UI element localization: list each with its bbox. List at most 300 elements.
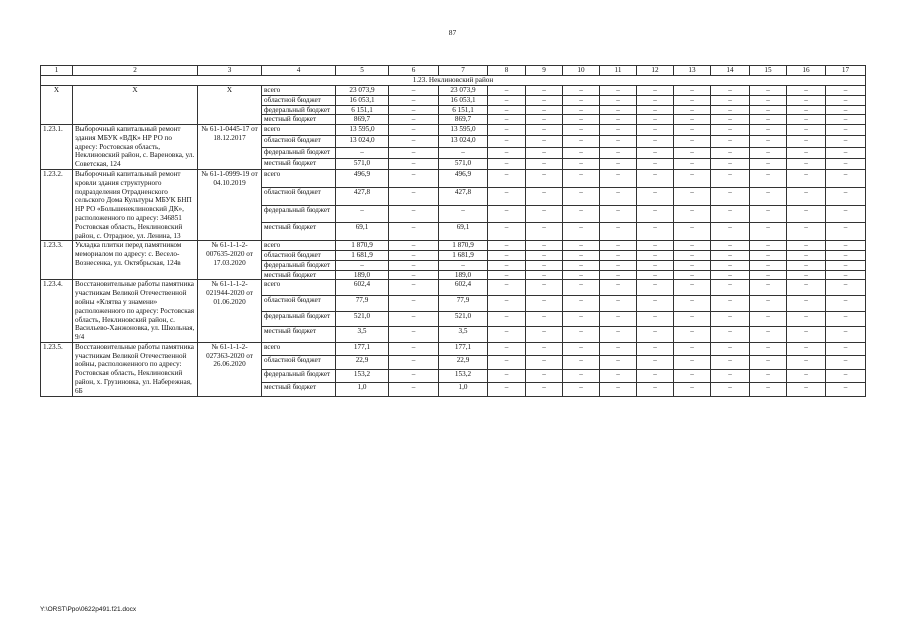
section-row [41, 76, 866, 86]
empty-value-dash: – [750, 327, 787, 343]
empty-value-dash: – [563, 223, 600, 241]
empty-value-dash: – [674, 260, 711, 270]
empty-value-dash: – [488, 170, 526, 188]
amount-c5: 6 151,1 [336, 105, 389, 115]
empty-value-dash: – [526, 136, 563, 147]
amount-c5: 16 053,1 [336, 95, 389, 105]
empty-value-dash: – [750, 311, 787, 327]
column-number-cell: 4 [262, 66, 336, 76]
empty-value-dash: – [787, 95, 826, 105]
column-number-cell: 6 [389, 66, 439, 76]
funding-source: областной бюджет [262, 136, 336, 147]
empty-value-dash: – [526, 251, 563, 261]
amount-c7: 1 681,9 [439, 251, 488, 261]
empty-value-dash: – [637, 251, 674, 261]
amount-c7: 177,1 [439, 342, 488, 355]
empty-value-dash: – [750, 223, 787, 241]
empty-value-dash: – [711, 327, 750, 343]
empty-value-dash: – [637, 383, 674, 396]
empty-value-dash: – [563, 115, 600, 125]
empty-value-dash: – [674, 356, 711, 369]
empty-value-dash: – [563, 327, 600, 343]
amount-c6: – [389, 280, 439, 296]
empty-value-dash: – [637, 187, 674, 205]
empty-value-dash: – [563, 125, 600, 136]
column-number-cell: 17 [826, 66, 866, 76]
empty-value-dash: – [711, 95, 750, 105]
empty-value-dash: – [711, 147, 750, 158]
funding-source: федеральный бюджет [262, 147, 336, 158]
funding-source: всего [262, 170, 336, 188]
empty-value-dash: – [488, 115, 526, 125]
empty-value-dash: – [526, 147, 563, 158]
amount-c5: 427,8 [336, 187, 389, 205]
empty-value-dash: – [787, 223, 826, 241]
empty-value-dash: – [711, 136, 750, 147]
empty-value-dash: – [674, 105, 711, 115]
empty-value-dash: – [600, 260, 637, 270]
amount-c7: 77,9 [439, 296, 488, 312]
empty-value-dash: – [526, 158, 563, 169]
empty-value-dash: – [674, 241, 711, 251]
column-number-cell: 8 [488, 66, 526, 76]
empty-value-dash: – [674, 270, 711, 280]
amount-c7: 496,9 [439, 170, 488, 188]
empty-value-dash: – [637, 115, 674, 125]
funding-source: местный бюджет [262, 383, 336, 396]
funding-source: местный бюджет [262, 270, 336, 280]
empty-value-dash: – [600, 86, 637, 96]
empty-value-dash: – [674, 311, 711, 327]
amount-c5: 602,4 [336, 280, 389, 296]
amount-c6: – [389, 136, 439, 147]
empty-value-dash: – [826, 369, 866, 382]
empty-value-dash: – [750, 158, 787, 169]
empty-value-dash: – [787, 296, 826, 312]
empty-value-dash: – [711, 356, 750, 369]
empty-value-dash: – [674, 383, 711, 396]
empty-value-dash: – [674, 115, 711, 125]
empty-value-dash: – [711, 241, 750, 251]
empty-value-dash: – [674, 223, 711, 241]
empty-value-dash: – [488, 342, 526, 355]
empty-value-dash: – [787, 327, 826, 343]
empty-value-dash: – [787, 115, 826, 125]
empty-value-dash: – [526, 383, 563, 396]
amount-c5: 177,1 [336, 342, 389, 355]
empty-value-dash: – [711, 158, 750, 169]
empty-value-dash: – [787, 158, 826, 169]
empty-value-dash: – [787, 170, 826, 188]
empty-value-dash: – [563, 205, 600, 223]
empty-value-dash: – [488, 205, 526, 223]
amount-c7: 521,0 [439, 311, 488, 327]
empty-value-dash: – [526, 280, 563, 296]
empty-value-dash: – [826, 296, 866, 312]
empty-value-dash: – [526, 205, 563, 223]
empty-value-dash: – [526, 311, 563, 327]
empty-value-dash: – [488, 223, 526, 241]
empty-value-dash: – [787, 86, 826, 96]
amount-c5: 13 595,0 [336, 125, 389, 136]
item-number: 1.23.4. [41, 280, 73, 342]
amount-c5: 23 073,9 [336, 86, 389, 96]
empty-value-dash: – [750, 136, 787, 147]
empty-value-dash: – [711, 280, 750, 296]
empty-value-dash: – [637, 342, 674, 355]
funding-source: федеральный бюджет [262, 311, 336, 327]
amount-c5: – [336, 205, 389, 223]
item-number: 1.23.5. [41, 342, 73, 396]
empty-value-dash: – [711, 383, 750, 396]
empty-value-dash: – [488, 311, 526, 327]
empty-value-dash: – [637, 158, 674, 169]
empty-value-dash: – [787, 241, 826, 251]
empty-value-dash: – [563, 356, 600, 369]
empty-value-dash: – [711, 86, 750, 96]
amount-c7: 3,5 [439, 327, 488, 343]
amount-c5: 3,5 [336, 327, 389, 343]
funding-source: федеральный бюджет [262, 260, 336, 270]
amount-c7: 571,0 [439, 158, 488, 169]
object-name: Укладка плитки перед памятником мемориалом по адресу: с. Весело-Вознесенка, ул. Октябрьская, 124в [73, 241, 198, 280]
empty-value-dash: – [488, 356, 526, 369]
empty-value-dash: – [488, 125, 526, 136]
amount-c6: – [389, 356, 439, 369]
column-number-cell: 12 [637, 66, 674, 76]
empty-value-dash: – [563, 342, 600, 355]
empty-value-dash: – [826, 223, 866, 241]
empty-value-dash: – [600, 205, 637, 223]
amount-c6: – [389, 115, 439, 125]
amount-c6: – [389, 241, 439, 251]
amount-c5: 69,1 [336, 223, 389, 241]
amount-c7: 153,2 [439, 369, 488, 382]
empty-value-dash: – [526, 125, 563, 136]
amount-c6: – [389, 205, 439, 223]
empty-value-dash: – [563, 136, 600, 147]
empty-value-dash: – [711, 205, 750, 223]
empty-value-dash: – [711, 369, 750, 382]
empty-value-dash: – [526, 327, 563, 343]
table-row [41, 86, 866, 96]
empty-value-dash: – [637, 105, 674, 115]
funding-source: всего [262, 280, 336, 296]
empty-value-dash: – [787, 280, 826, 296]
amount-c7: 69,1 [439, 223, 488, 241]
empty-value-dash: – [637, 369, 674, 382]
funding-source: местный бюджет [262, 158, 336, 169]
amount-c5: 869,7 [336, 115, 389, 125]
amount-c6: – [389, 86, 439, 96]
empty-value-dash: – [600, 105, 637, 115]
empty-value-dash: – [563, 270, 600, 280]
amount-c6: – [389, 95, 439, 105]
empty-value-dash: – [787, 205, 826, 223]
empty-value-dash: – [637, 223, 674, 241]
empty-value-dash: – [826, 311, 866, 327]
empty-value-dash: – [787, 383, 826, 396]
amount-c6: – [389, 270, 439, 280]
empty-value-dash: – [826, 205, 866, 223]
item-number: X [41, 86, 73, 125]
empty-value-dash: – [637, 327, 674, 343]
object-name: Выборочный капитальный ремонт кровли здания структурного подразделения Отрадненского сельского Дома Культуры МБУК БНП НР РО «Большенеклиновский ДК», расположенного по адресу: 346851 Ростовская область, Неклиновский район, с. Отрадное, ул. Ленина, 13 [73, 170, 198, 241]
empty-value-dash: – [750, 251, 787, 261]
empty-value-dash: – [563, 241, 600, 251]
empty-value-dash: – [711, 260, 750, 270]
empty-value-dash: – [563, 105, 600, 115]
empty-value-dash: – [563, 86, 600, 96]
empty-value-dash: – [826, 95, 866, 105]
amount-c6: – [389, 369, 439, 382]
table-row [41, 342, 866, 355]
empty-value-dash: – [674, 369, 711, 382]
funding-source: федеральный бюджет [262, 369, 336, 382]
empty-value-dash: – [563, 383, 600, 396]
empty-value-dash: – [563, 187, 600, 205]
amount-c5: 77,9 [336, 296, 389, 312]
empty-value-dash: – [488, 270, 526, 280]
amount-c6: – [389, 105, 439, 115]
empty-value-dash: – [750, 147, 787, 158]
empty-value-dash: – [637, 95, 674, 105]
object-name: Восстановительные работы памятника участникам Великой Отечественной войны, расположенного по адресу: Ростовская область, Неклиновский район, х. Грузиновка, ул. Набережная, 6Б [73, 342, 198, 396]
empty-value-dash: – [526, 241, 563, 251]
empty-value-dash: – [787, 136, 826, 147]
funding-source: всего [262, 342, 336, 355]
empty-value-dash: – [674, 296, 711, 312]
empty-value-dash: – [711, 105, 750, 115]
amount-c6: – [389, 296, 439, 312]
empty-value-dash: – [488, 136, 526, 147]
funding-table [40, 65, 866, 397]
empty-value-dash: – [526, 86, 563, 96]
empty-value-dash: – [600, 356, 637, 369]
amount-c6: – [389, 311, 439, 327]
empty-value-dash: – [674, 280, 711, 296]
column-number-cell: 16 [787, 66, 826, 76]
empty-value-dash: – [600, 327, 637, 343]
empty-value-dash: – [526, 170, 563, 188]
amount-c6: – [389, 158, 439, 169]
column-number-cell: 14 [711, 66, 750, 76]
empty-value-dash: – [826, 342, 866, 355]
empty-value-dash: – [750, 369, 787, 382]
empty-value-dash: – [600, 125, 637, 136]
funding-source: федеральный бюджет [262, 205, 336, 223]
amount-c5: 153,2 [336, 369, 389, 382]
empty-value-dash: – [600, 270, 637, 280]
empty-value-dash: – [637, 86, 674, 96]
empty-value-dash: – [674, 147, 711, 158]
table-row [41, 125, 866, 136]
empty-value-dash: – [826, 86, 866, 96]
empty-value-dash: – [600, 311, 637, 327]
empty-value-dash: – [711, 342, 750, 355]
empty-value-dash: – [526, 260, 563, 270]
empty-value-dash: – [526, 369, 563, 382]
amount-c7: 22,9 [439, 356, 488, 369]
empty-value-dash: – [563, 95, 600, 105]
amount-c5: 189,0 [336, 270, 389, 280]
empty-value-dash: – [600, 95, 637, 105]
empty-value-dash: – [563, 147, 600, 158]
empty-value-dash: – [563, 311, 600, 327]
empty-value-dash: – [563, 296, 600, 312]
empty-value-dash: – [563, 260, 600, 270]
amount-c7: 427,8 [439, 187, 488, 205]
empty-value-dash: – [488, 95, 526, 105]
empty-value-dash: – [637, 280, 674, 296]
amount-c6: – [389, 327, 439, 343]
empty-value-dash: – [637, 125, 674, 136]
empty-value-dash: – [826, 158, 866, 169]
empty-value-dash: – [488, 158, 526, 169]
object-name: X [73, 86, 198, 125]
amount-c7: 189,0 [439, 270, 488, 280]
empty-value-dash: – [637, 260, 674, 270]
empty-value-dash: – [826, 147, 866, 158]
empty-value-dash: – [600, 241, 637, 251]
item-number: 1.23.3. [41, 241, 73, 280]
empty-value-dash: – [826, 136, 866, 147]
amount-c6: – [389, 147, 439, 158]
empty-value-dash: – [826, 125, 866, 136]
empty-value-dash: – [711, 125, 750, 136]
column-number-cell: 10 [563, 66, 600, 76]
empty-value-dash: – [563, 170, 600, 188]
funding-source: областной бюджет [262, 187, 336, 205]
column-number-cell: 9 [526, 66, 563, 76]
funding-source: областной бюджет [262, 296, 336, 312]
table-row [41, 280, 866, 296]
empty-value-dash: – [750, 383, 787, 396]
column-number-cell: 15 [750, 66, 787, 76]
empty-value-dash: – [750, 356, 787, 369]
amount-c5: – [336, 147, 389, 158]
expertise-document: № 61-1-1-2-021944-2020 от 01.06.2020 [198, 280, 262, 342]
empty-value-dash: – [637, 136, 674, 147]
amount-c7: 16 053,1 [439, 95, 488, 105]
amount-c6: – [389, 260, 439, 270]
empty-value-dash: – [787, 105, 826, 115]
empty-value-dash: – [600, 342, 637, 355]
empty-value-dash: – [526, 342, 563, 355]
page-number: 87 [448, 28, 457, 37]
empty-value-dash: – [637, 241, 674, 251]
empty-value-dash: – [750, 342, 787, 355]
empty-value-dash: – [826, 270, 866, 280]
empty-value-dash: – [826, 241, 866, 251]
empty-value-dash: – [674, 95, 711, 105]
empty-value-dash: – [526, 95, 563, 105]
amount-c6: – [389, 125, 439, 136]
amount-c5: 1 681,9 [336, 251, 389, 261]
amount-c7: 13 024,0 [439, 136, 488, 147]
empty-value-dash: – [826, 170, 866, 188]
empty-value-dash: – [674, 158, 711, 169]
empty-value-dash: – [600, 147, 637, 158]
empty-value-dash: – [750, 270, 787, 280]
amount-c6: – [389, 251, 439, 261]
empty-value-dash: – [711, 223, 750, 241]
empty-value-dash: – [526, 187, 563, 205]
empty-value-dash: – [750, 241, 787, 251]
amount-c7: 602,4 [439, 280, 488, 296]
empty-value-dash: – [750, 260, 787, 270]
funding-source: всего [262, 241, 336, 251]
empty-value-dash: – [600, 187, 637, 205]
empty-value-dash: – [826, 187, 866, 205]
empty-value-dash: – [488, 260, 526, 270]
empty-value-dash: – [488, 251, 526, 261]
empty-value-dash: – [787, 270, 826, 280]
empty-value-dash: – [750, 296, 787, 312]
empty-value-dash: – [526, 296, 563, 312]
amount-c5: 13 024,0 [336, 136, 389, 147]
amount-c7: – [439, 147, 488, 158]
object-name: Выборочный капитальный ремонт здания МБУК «ВДК» НР РО по адресу: Ростовская область, Неклиновский район, с. Вареновка, ул. Советская, 124 [73, 125, 198, 170]
empty-value-dash: – [600, 223, 637, 241]
amount-c7: 13 595,0 [439, 125, 488, 136]
amount-c7: – [439, 260, 488, 270]
funding-source: областной бюджет [262, 95, 336, 105]
amount-c5: 1 870,9 [336, 241, 389, 251]
empty-value-dash: – [600, 383, 637, 396]
empty-value-dash: – [637, 270, 674, 280]
empty-value-dash: – [563, 251, 600, 261]
empty-value-dash: – [563, 280, 600, 296]
amount-c5: 521,0 [336, 311, 389, 327]
empty-value-dash: – [750, 105, 787, 115]
empty-value-dash: – [787, 125, 826, 136]
empty-value-dash: – [826, 115, 866, 125]
column-number-cell: 7 [439, 66, 488, 76]
empty-value-dash: – [674, 251, 711, 261]
empty-value-dash: – [637, 311, 674, 327]
amount-c5: – [336, 260, 389, 270]
expertise-document: № 61-1-0999-19 от 04.10.2019 [198, 170, 262, 241]
section-title: 1.23. Неклиновский район [41, 76, 866, 86]
amount-c5: 1,0 [336, 383, 389, 396]
empty-value-dash: – [750, 115, 787, 125]
column-number-cell: 2 [73, 66, 198, 76]
empty-value-dash: – [787, 369, 826, 382]
funding-source: областной бюджет [262, 356, 336, 369]
empty-value-dash: – [563, 158, 600, 169]
empty-value-dash: – [637, 356, 674, 369]
item-number: 1.23.1. [41, 125, 73, 170]
empty-value-dash: – [637, 147, 674, 158]
empty-value-dash: – [563, 369, 600, 382]
funding-source: местный бюджет [262, 327, 336, 343]
expertise-document: № 61-1-0445-17 от 18.12.2017 [198, 125, 262, 170]
empty-value-dash: – [674, 125, 711, 136]
amount-c6: – [389, 223, 439, 241]
funding-source: местный бюджет [262, 115, 336, 125]
empty-value-dash: – [711, 251, 750, 261]
empty-value-dash: – [826, 105, 866, 115]
amount-c6: – [389, 187, 439, 205]
item-number: 1.23.2. [41, 170, 73, 241]
table-row [41, 241, 866, 251]
empty-value-dash: – [600, 296, 637, 312]
empty-value-dash: – [488, 296, 526, 312]
empty-value-dash: – [711, 311, 750, 327]
empty-value-dash: – [600, 170, 637, 188]
column-number-cell: 3 [198, 66, 262, 76]
